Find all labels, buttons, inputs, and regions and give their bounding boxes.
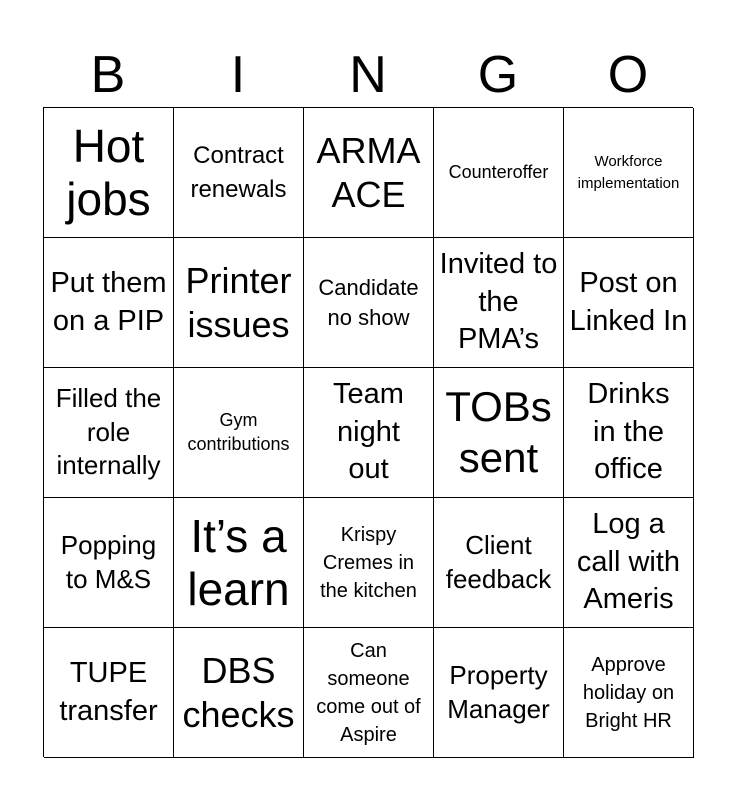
cell-text: Hot jobs <box>66 119 151 225</box>
cell-text: Popping to M&S <box>60 529 157 594</box>
header-letter-i: I <box>230 46 246 104</box>
header-letter-o: O <box>607 46 649 104</box>
header-letter-g: G <box>477 46 519 104</box>
bingo-board <box>43 107 693 757</box>
bingo-cell[interactable] <box>304 498 434 628</box>
cell-text: Printer issues <box>185 259 292 345</box>
cell-text: Can someone come out of Aspire <box>316 639 421 746</box>
cell-text: Filled the role internally <box>55 382 162 481</box>
cell-text: Workforce implementation <box>577 152 680 192</box>
header-letter-b: B <box>90 46 126 104</box>
bingo-cell[interactable] <box>174 108 304 238</box>
cell-text: Invited to the PMA’s <box>439 247 558 356</box>
cell-text: Krispy Cremes in the kitchen <box>320 523 417 602</box>
cell-text: Client feedback <box>445 529 552 594</box>
bingo-cell[interactable] <box>434 498 564 628</box>
bingo-cell[interactable] <box>564 238 694 368</box>
cell-text: Team night out <box>333 377 404 486</box>
bingo-cell[interactable] <box>44 238 174 368</box>
cell-text: Post on Linked In <box>569 266 688 337</box>
bingo-cell[interactable] <box>434 628 564 758</box>
bingo-cell[interactable] <box>434 238 564 368</box>
bingo-cell[interactable] <box>44 628 174 758</box>
cell-text: It’s a learn <box>187 509 290 615</box>
bingo-cell[interactable] <box>304 238 434 368</box>
cell-text: Candidate no show <box>318 274 419 330</box>
bingo-cell[interactable] <box>304 368 434 498</box>
bingo-cell[interactable] <box>564 108 694 238</box>
cell-text: Drinks in the office <box>587 377 670 486</box>
bingo-cell[interactable] <box>174 628 304 758</box>
cell-text: Contract renewals <box>190 141 287 203</box>
header-letter-n: N <box>349 46 387 104</box>
cell-text: ARMA ACE <box>316 129 421 215</box>
cell-text: Approve holiday on Bright HR <box>582 653 675 732</box>
bingo-cell[interactable] <box>304 628 434 758</box>
cell-text: Property Manager <box>447 659 550 724</box>
cell-text: Log a call with Ameris <box>576 507 681 616</box>
cell-text: Gym contributions <box>187 410 290 454</box>
bingo-cell[interactable] <box>174 498 304 628</box>
cell-text: Counteroffer <box>448 161 549 182</box>
bingo-cell[interactable] <box>174 368 304 498</box>
bingo-cell[interactable] <box>304 108 434 238</box>
cell-text: TOBs sent <box>445 383 552 481</box>
cell-text: DBS checks <box>182 649 295 735</box>
bingo-cell[interactable] <box>564 628 694 758</box>
bingo-cell[interactable] <box>564 368 694 498</box>
bingo-cell[interactable] <box>174 238 304 368</box>
bingo-cell[interactable] <box>434 108 564 238</box>
bingo-cell[interactable] <box>44 108 174 238</box>
cell-text: TUPE transfer <box>59 656 158 727</box>
bingo-cell[interactable] <box>44 368 174 498</box>
bingo-header <box>43 42 693 108</box>
cell-text: Put them on a PIP <box>50 266 167 337</box>
bingo-cell[interactable] <box>434 368 564 498</box>
bingo-cell[interactable] <box>44 498 174 628</box>
bingo-cell[interactable] <box>564 498 694 628</box>
